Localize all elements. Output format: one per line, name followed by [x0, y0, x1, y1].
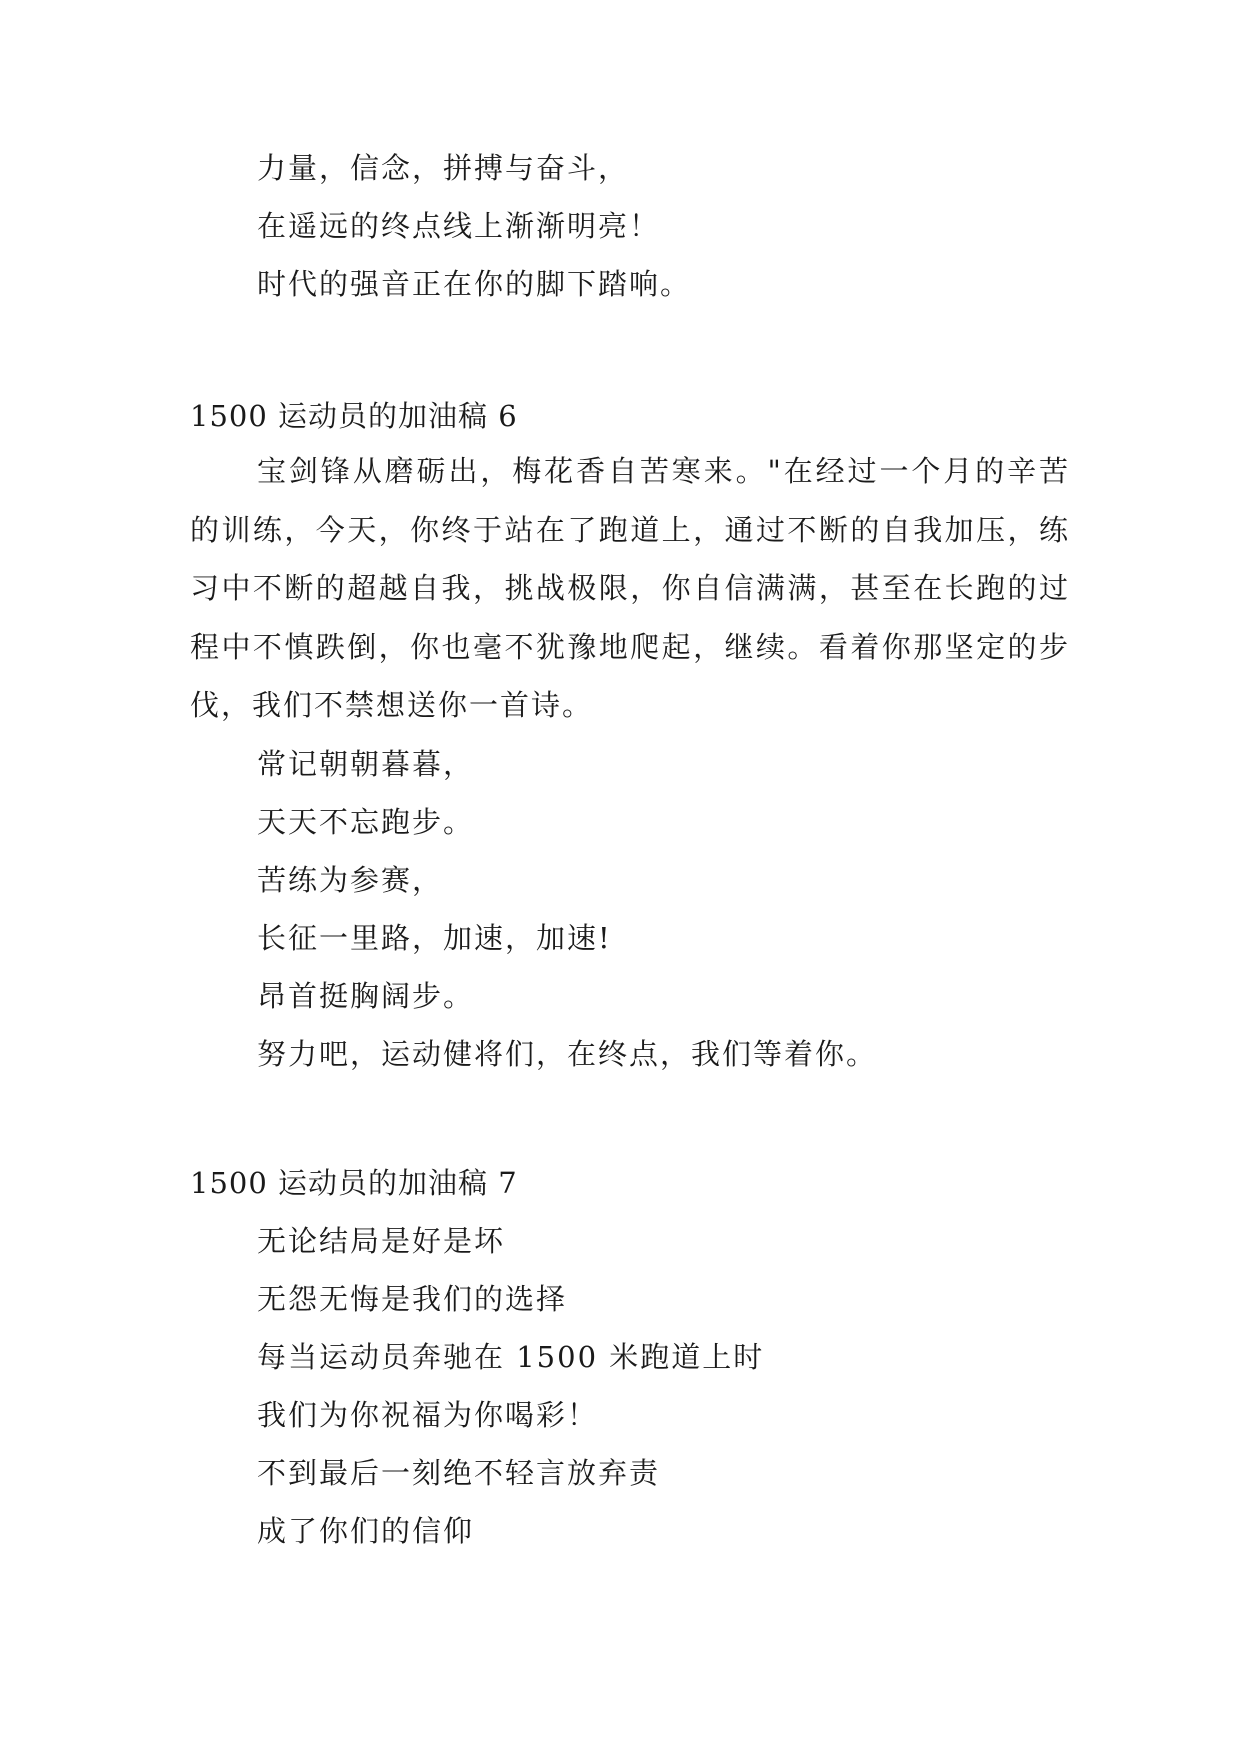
- poem-line: 努力吧，运动健将们，在终点，我们等着你。: [257, 1037, 878, 1071]
- poem-line: 时代的强音正在你的脚下踏响。: [257, 267, 692, 301]
- section-title-7: 1500 运动员的加油稿 7: [190, 1166, 518, 1200]
- section-title-6: 1500 运动员的加油稿 6: [190, 399, 518, 433]
- poem-line: 每当运动员奔驰在 1500 米跑道上时: [257, 1340, 765, 1374]
- poem-line: 天天不忘跑步。: [257, 805, 475, 839]
- poem-line: 我们为你祝福为你喝彩！: [257, 1398, 599, 1432]
- poem-line: 苦练为参赛，: [257, 863, 444, 897]
- poem-line: 昂首挺胸阔步。: [257, 979, 475, 1013]
- poem-line: 成了你们的信仰: [257, 1514, 475, 1548]
- poem-line: 不到最后一刻绝不轻言放弃责: [257, 1456, 661, 1490]
- poem-line: 常记朝朝暮暮，: [257, 747, 475, 781]
- poem-line: 在遥远的终点线上渐渐明亮！: [257, 209, 661, 243]
- poem-line: 长征一里路，加速，加速!: [257, 921, 612, 955]
- poem-line: 无论结局是好是坏: [257, 1224, 506, 1258]
- section-6-paragraph: 宝剑锋从磨砺出，梅花香自苦寒来。"在经过一个月的辛苦的训练，今天，你终于站在了跑道上，通过不断的自我加压，练习中不断的超越自我，挑战极限，你自信满满，甚至在长跑的过程中不慎跌倒，你也毫不犹豫地爬起，继续。看着你那坚定的步伐，我们不禁想送你一首诗。: [190, 454, 1070, 722]
- poem-line: 力量，信念，拼搏与奋斗，: [257, 151, 630, 185]
- poem-line: 无怨无悔是我们的选择: [257, 1282, 568, 1316]
